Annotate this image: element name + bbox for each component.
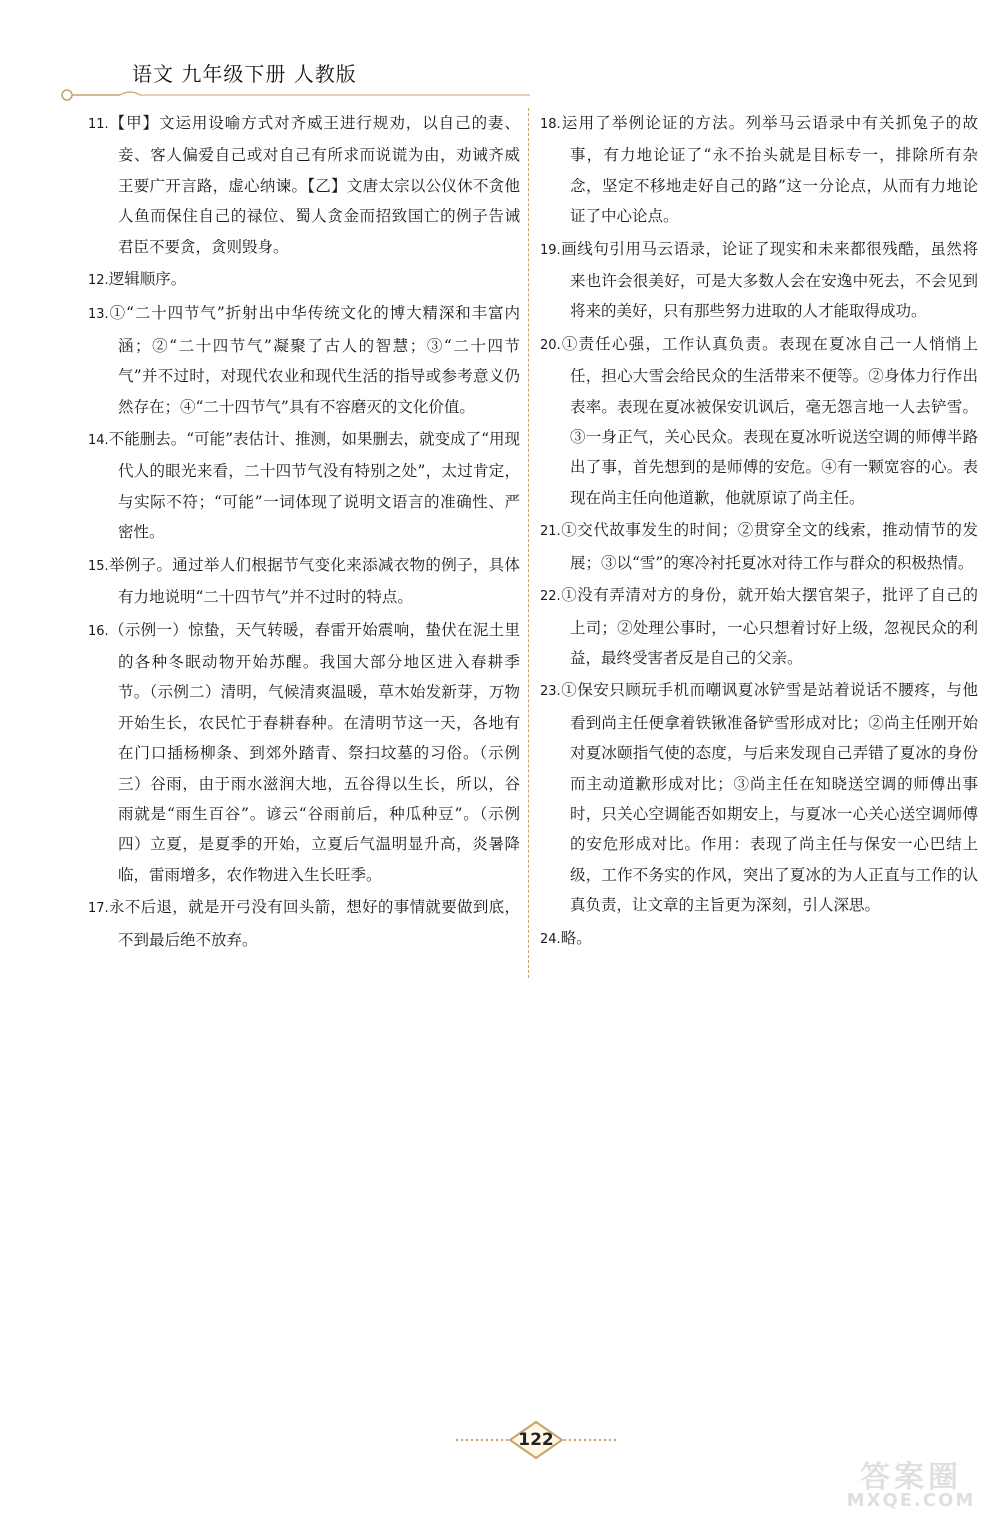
answer-text: 永不后退，就是开弓没有回头箭，想好的事情就要做到底，不到最后绝不放弃。 <box>108 898 520 949</box>
answer-number: 18. <box>540 117 561 132</box>
answer-number: 16. <box>88 623 109 639</box>
page-number: 122 <box>518 1430 554 1450</box>
watermark-url: MXQE.COM <box>846 1490 976 1511</box>
answer-item <box>88 550 520 613</box>
answer-number: 20. <box>540 337 561 353</box>
answer-text: 【甲】文运用设喻方式对齐威王进行规劝，以自己的妻、妾、客人偏爱自己或对自己有所求而说谎为由，劝诫齐威王要广开言路，虚心纳谏。【乙】文唐太宗以公仪休不贪他人鱼而保住自己的禄位、蜀人贪金而招致国亡的例子告诫君臣不要贪，贪则毁身。 <box>108 114 520 256</box>
answer-item <box>88 264 520 296</box>
answer-number: 22. <box>540 589 561 605</box>
answer-item <box>540 108 978 232</box>
answer-text: 略。 <box>560 928 592 947</box>
answer-text: 运用了举例论证的方法。列举马云语录中有关抓兔子的故事，有力地论证了“永不抬头就是目标专一，排除所有杂念，坚定不移地走好自己的路”这一分论点，从而有力地论证了中心论点。 <box>560 114 978 226</box>
answer-text: 举例子。通过举人们根据节气变化来添减衣物的例子，具体有力地说明“二十四节气”并不过时的特点。 <box>108 555 520 607</box>
answer-item <box>540 329 978 513</box>
answer-number: 24. <box>540 931 561 947</box>
header-decorative-rule <box>60 88 530 102</box>
answer-item <box>540 923 978 955</box>
answer-number: 12. <box>88 273 109 289</box>
answer-text: ①责任心强，工作认真负责。表现在夏冰自己一人悄悄上任，担心大雪会给民众的生活带来不便等。②身体力行作出表率。表现在夏冰被保安讥讽后，毫无怨言地一人去铲雪。③一身正气，关心民众。表现在夏冰听说送空调的师傅半路出了事，首先想到的是师傅的安危。④有一颗宽容的心。表现在尚主任向他道歉，他就原谅了尚主任。 <box>560 334 978 507</box>
answer-text: （示例一）惊蛰，天气转暖，春雷开始震响，蛰伏在泥土里的各种冬眠动物开始苏醒。我国大部分地区进入春耕季节。（示例二）清明，气候清爽温暖，草木始发新芽，万物开始生长，农民忙于春耕春种。在清明节这一天，各地有在门口插杨柳条、到郊外踏青、祭扫坟墓的习俗。（示例三）谷雨，由于雨水滋润大地，五谷得以生长，所以，谷雨就是“雨生百谷”。谚云“谷雨前后，种瓜种豆”。（示例四）立夏，是夏季的开始，立夏后气温明显升高，炎暑降临，雷雨增多，农作物进入生长旺季。 <box>108 620 520 884</box>
answer-number: 13. <box>88 307 109 323</box>
answer-item <box>540 515 978 578</box>
answer-number: 11. <box>88 117 109 132</box>
answer-item <box>88 892 520 955</box>
column-divider <box>528 108 529 978</box>
answer-number: 15. <box>88 558 109 574</box>
answers-right-column <box>540 108 978 957</box>
answer-text: 画线句引用马云语录，论证了现实和未来都很残酷，虽然将来也许会很美好，可是大多数人会在安逸中死去，不会见到将来的美好，只有那些努力进取的人才能取得成功。 <box>560 239 978 321</box>
answer-text: ①“二十四节气”折射出中华传统文化的博大精深和丰富内涵；②“二十四节气”凝聚了古人的智慧；③“二十四节气”并不过时，对现代农业和现代生活的指导或参考意义仍然存在；④“二十四节气”具有不容磨灭的文化价值。 <box>108 304 520 416</box>
answer-number: 19. <box>540 242 561 258</box>
answer-item <box>88 424 520 548</box>
answer-text: ①交代故事发生的时间；②贯穿全文的线索，推动情节的发展；③以“雪”的寒冷衬托夏冰对待工作与群众的积极热情。 <box>560 521 978 572</box>
answer-item <box>540 580 978 673</box>
page-header-title: 语文 九年级下册 人教版 <box>132 62 357 86</box>
answer-text: ①没有弄清对方的身份，就开始大摆官架子，批评了自己的上司；②处理公事时，一心只想着讨好上级，忽视民众的利益，最终受害者反是自己的父亲。 <box>560 586 978 667</box>
site-watermark <box>826 1452 996 1512</box>
answer-text: 逻辑顺序。 <box>108 270 187 289</box>
answer-item <box>88 615 520 891</box>
watermark-logo-text: 答案圈 <box>860 1460 962 1495</box>
answer-item <box>88 108 520 262</box>
answers-left-column <box>88 108 520 957</box>
answer-number: 14. <box>88 433 109 449</box>
answer-item <box>540 675 978 920</box>
page-footer <box>456 1418 616 1462</box>
answer-text: 不能删去。“可能”表估计、推测，如果删去，就变成了“用现代人的眼光来看，二十四节气没有特别之处”，太过肯定，与实际不符；“可能”一词体现了说明文语言的准确性、严密性。 <box>108 430 520 542</box>
answer-item <box>540 234 978 327</box>
answer-number: 21. <box>540 524 561 540</box>
answer-number: 23. <box>540 684 561 700</box>
answer-number: 17. <box>88 901 109 917</box>
answer-item <box>88 298 520 422</box>
answer-text: ①保安只顾玩手机而嘲讽夏冰铲雪是站着说话不腰疼，与他看到尚主任便拿着铁锹准备铲雪形成对比；②尚主任刚开始对夏冰颐指气使的态度，与后来发现自己弄错了夏冰的身份而主动道歉形成对比；③尚主任在知晓送空调的师傅出事时，只关心空调能否如期安上，与夏冰一心关心送空调师傅的安危形成对比。作用：表现了尚主任与保安一心巴结上级，工作不务实的作风，突出了夏冰的为人正直与工作的认真负责，让文章的主旨更为深刻，引人深思。 <box>560 681 978 915</box>
